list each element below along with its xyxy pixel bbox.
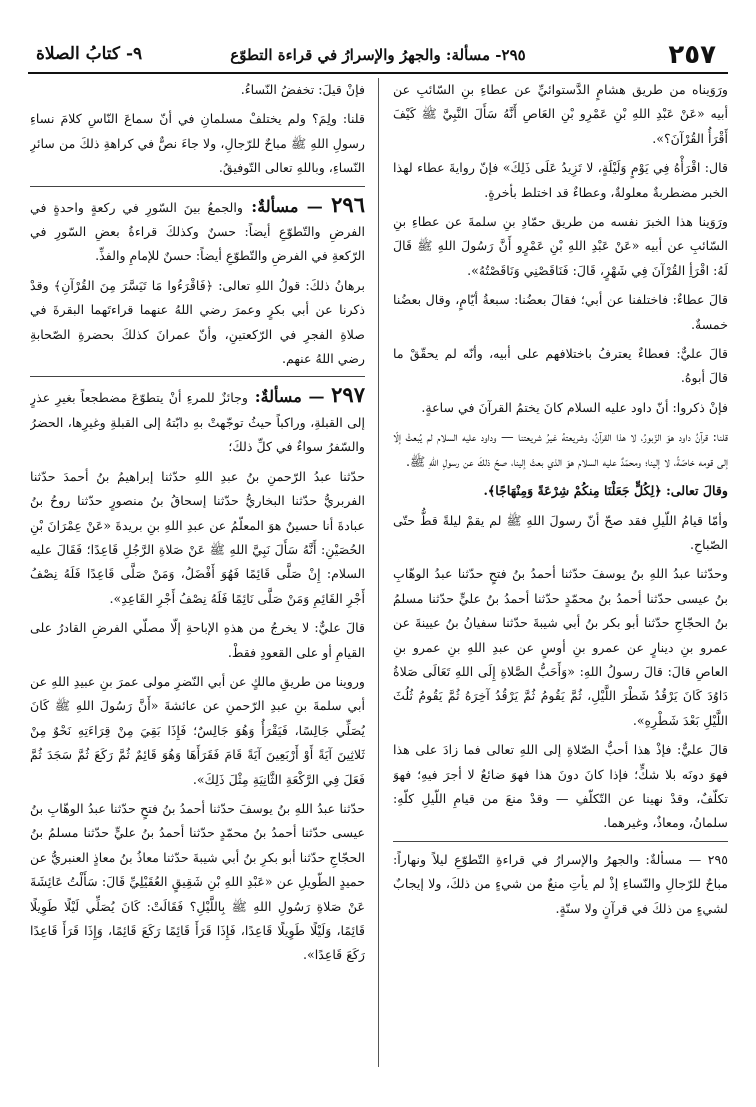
masala-label: — مسألةٌ: — [242, 196, 332, 216]
masala-body: وجائزٌ للمرءِ أنْ يتطوّعَ مضطجعاً بغيرِ عذرٍ إلى القبلةِ، وراكباً حيثُ توجّهتْ بهِ دابّتهُ إلى القبلةِ وغيرِها، الحضرُ والسّفرُ سواءٌ في كلِّ ذلكَ؛ — [30, 390, 365, 455]
masala-heading — [242, 191, 365, 217]
section-rule — [30, 186, 365, 187]
hadith-paragraph: حدّثنا عبدُ الرّحمنِ بنُ عبدِ اللهِ حدّثنا إبراهيمُ بنُ أحمدَ حدّثنا الفربريُّ حدّثنا البخاريُّ حدّثنا إسحاقُ بنُ منصورٍ حدّثنا روحُ بنُ عبادةَ أنا حسينٌ هوَ المعلّمُ عن عبدِ اللهِ بنِ بريدةَ «عَنْ عِمْرَانَ بْنِ الحُصَيْنِ: أَنَّهُ سَأَلَ نَبِيَّ اللهِ ﷺ عَنْ صَلاةِ الرَّجُلِ قَاعِدًا؛ فَقَالَ عليه السلام: إِنْ صَلَّى قَائِمًا فَهُوَ أَفْضَلُ، وَمَنْ صَلَّى قَاعِدًا فَلَهُ نِصْفُ أَجْرِ القَائِمِ وَمَنْ صَلَّى نَائِمًا فَلَهُ نِصْفُ أَجْرِ القَاعِدِ». — [30, 468, 365, 606]
masala-296 — [30, 193, 365, 269]
paragraph: برهانُ ذلكَ: قولُ اللهِ تعالى: ﴿فَاقْرَءُوا مَا تَيَسَّرَ مِنَ القُرْآنِ﴾ وقدْ ذكرنا عن أبي بكرٍ وعمرَ رضي اللهُ عنهما قراءتَهما البقرةَ في صلاةِ الفجرِ في الرّكعتينِ، وأنّ عمرانَ كذلكَ بحضرةِ الصّحابةِ رضي اللهُ عنهم. — [30, 277, 365, 367]
paragraph: وأمّا قيامُ اللّيلِ فقد صحّ أنّ رسولَ اللهِ ﷺ لم يقمْ ليلةً قطُّ حتّى الصّباحِ. — [393, 512, 728, 552]
masala-297 — [30, 383, 365, 459]
column-divider — [378, 78, 379, 1067]
paragraph: قالَ عليٌّ: لا يخرجُ من هذهِ الإباحةِ إلّا مصلّي الفرضِ القادرُ على القيامِ أو على القعودِ فقطْ. — [30, 620, 365, 660]
masala-heading — [248, 382, 365, 408]
page-number: ٢٥٧ — [668, 40, 716, 70]
right-column — [393, 78, 728, 1077]
paragraph: فإنْ قيلَ: تخفضُ النّساءُ. — [240, 82, 365, 97]
page-header — [28, 38, 728, 74]
section-rule — [393, 841, 728, 842]
paragraph: فإنْ ذكروا: أنّ داود عليه السلام كانَ يختمُ القرآنَ في ساعةٍ. — [421, 399, 728, 415]
quran-quote: وقالَ تعالى: ﴿لِكُلٍّ جَعَلْنَا مِنكُمْ شِرْعَةً وَمِنْهَاجًا﴾. — [483, 483, 728, 499]
hadith-paragraph: حدّثنا عبدُ اللهِ بنُ يوسفَ حدّثنا أحمدُ بنُ فتحٍ حدّثنا عبدُ الوهّابِ بنُ عيسى حدّثنا أحمدُ بنُ محمّدٍ حدّثنا أحمدُ بنُ عليٍّ حدّثنا مسلمُ بنُ الحجّاجِ حدّثنا أبو بكرِ بنُ أبي شيبةَ حدّثنا معاذُ بنُ معاذٍ العنبريُّ عن حميدٍ الطّويلِ عن «عَبْدِ اللهِ بْنِ شَقِيقٍ العُقَيْلِيِّ قَالَ: سَأَلْتُ عَائِشَةَ عَنْ صَلاةِ رَسُولِ اللهِ ﷺ بِاللَّيْلِ؟ فَقَالَتْ: كَانَ يُصَلِّي لَيْلًا طَوِيلًا قَائِمًا، وَلَيْلًا طَوِيلًا قَاعِدًا، فَإِذَا قَرَأَ قَائِمًا رَكَعَ قَائِمًا، وَإِذَا قَرَأَ قَاعِدًا رَكَعَ قَاعِدًا». — [30, 800, 365, 963]
book-title: ٩- كتابُ الصلاة — [36, 44, 143, 64]
running-title: ٢٩٥- مسألة: والجهرُ والإسرارُ في قراءة التطوّع — [230, 46, 526, 64]
left-column — [30, 78, 365, 1077]
masala-body: والجمعُ بينَ السّورِ في ركعةٍ واحدةٍ في الفرضِ والتّطوّعِ أيضاً: حسنٌ وكذلكَ قراءةُ بعضِ السّورِ في الرّكعةِ في الفرضِ والتّطوّعِ أيضاً: حسنٌ للإمامِ والفذِّ. — [30, 199, 365, 264]
paragraph: قالَ عليٌّ: فعطاءٌ يعترفُ باختلافهم على أبيه، وأنّه لم يحقّقْ ما قالَ أبوهُ. — [393, 346, 728, 386]
paragraph: قلنا: قرآنُ داود هوَ الزّبورُ، لا هذا القرآنُ، وشريعتهُ غيرُ شريعتنا — وداود عليه السلام لم يُبعثْ إلّا إلى قومه خاصّةً، لا إلينا؛ ومحمّدٌ عليه السلام هوَ الذي بعثَ إلينا، صحّ ذلكَ عن رسولِ اللهِ ﷺ. — [393, 429, 728, 469]
masala-number: ٢٩٦ — [331, 191, 365, 217]
paragraph: ورَوَينا هذا الخبرَ نفسه من طريق حمّادِ بنِ سلمةَ عن عطاءِ بنِ السّائبِ عن أبيه «عَنْ عَبْدِ اللهِ بْنِ عَمْرٍو أَنَّ رَسُولَ اللهِ ﷺ قَالَ لَهُ: اقْرَأِ القُرْآنَ فِي شَهْرٍ، قَالَ: فَنَاقَصْنِي وَنَاقَصْتُهُ». — [393, 214, 728, 278]
masala-295: ٢٩٥ — مسألةٌ: والجهرُ والإسرارُ في قراءةِ التّطوّعِ ليلاً ونهاراً: مباحٌ للرّجالِ والنّساءِ إذْ لم يأتِ منعٌ من شيءٍ من ذلكَ، ولا إيجابٌ لشيءٍ من ذلكَ في قرآنٍ ولا سنّةٍ. — [393, 851, 728, 916]
paragraph: ورَوَيناه من طريق هشامٍ الدَّستوائيِّ عن عطاءِ بنِ السّائبِ عن أبيه «عَنْ عَبْدِ اللهِ بْنِ عَمْرِو بْنِ العَاصِ أَنَّهُ سَأَلَ النَّبِيَّ ﷺ كَيْفَ أَقْرَأُ القُرْآنَ؟». — [393, 82, 728, 146]
paragraph: قالَ عليٌّ: فإذْ هذا أحبُّ الصّلاةِ إلى اللهِ تعالى فما زادَ على هذا فهوَ دونَه بلا شكٍّ؛ فإذا كانَ دونَ هذا فهوَ ضائعٌ لا أجرَ فيهِ؛ فهوَ تكلّفٌ، وقدْ نهينا عن التّكلّفِ — وقدْ منعَ من قيامِ اللّيلِ كلّهِ: سلمانُ، ومعاذٌ، وغيرهما. — [393, 742, 728, 831]
hadith-paragraph: وحدّثنا عبدُ اللهِ بنُ يوسفَ حدّثنا أحمدُ بنُ فتحٍ حدّثنا عبدُ الوهّابِ بنُ عيسى حدّثنا أحمدُ بنُ محمّدٍ حدّثنا أحمدُ بنُ عليٍّ حدّثنا مسلمُ بنُ الحجّاجِ حدّثنا أبو بكر بنُ أبي شيبةَ حدّثنا سفيانُ بنُ عيينةَ عن عمرو بنِ دينارٍ عن عمرو بنِ أوسٍ عن عبدِ اللهِ بنِ عمرو بنِ العاصِ قالَ: قالَ رسولُ اللهِ: «وَأَحَبُّ الصَّلاةِ إِلَى اللهِ تَعَالَى صَلاةُ دَاوُدَ كَانَ يَرْقُدُ شَطْرَ اللَّيْلِ، ثُمَّ يَقُومُ ثُمَّ يَرْقُدُ آخِرَهُ ثُمَّ يَقُومُ ثُلُثَ اللَّيْلِ بَعْدَ شَطْرِهِ». — [393, 566, 728, 728]
hadith-paragraph: وروينا من طريقِ مالكٍ عن أبي النّضرِ مولى عمرَ بنِ عبيدِ اللهِ عن أبي سلمةَ بنِ عبدِ الرّحمنِ عن عائشةَ «أَنَّ رَسُولَ اللهِ ﷺ كَانَ يُصَلِّي جَالِسًا، فَيَقْرَأُ وَهُوَ جَالِسٌ؛ فَإِذَا بَقِيَ مِنْ قِرَاءَتِهِ نَحْوٌ مِنْ ثَلاثِينَ آيَةً أَوْ أَرْبَعِينَ آيَةً قَامَ فَقَرَأَهَا وَهُوَ قَائِمٌ ثُمَّ رَكَعَ ثُمَّ سَجَدَ ثُمَّ فَعَلَ فِي الرَّكْعَةِ الثَّانِيَةِ مِثْلَ ذَلِكَ». — [30, 673, 365, 787]
paragraph: قلنا: ولِمَ؟ ولم يختلفْ مسلمانِ في أنّ سماعَ النّاسِ كلامَ نساءِ رسولِ اللهِ ﷺ مباحٌ للرّجالِ، ولا جاءَ نصٌّ في كراهةِ ذلكَ من سائرِ النّساءِ، وباللهِ تعالى التّوفيقُ. — [30, 111, 365, 176]
paragraph: قال: اقْرَأْهُ فِي يَوْمٍ وَلَيْلَةٍ، لا تَزِيدُ عَلَى ذَلِكَ» فإنّ روايةَ عطاء لهذا الخبر مضطربةٌ معلولةٌ، وعطاءٌ قد اختلط بأخرةٍ. — [393, 160, 728, 200]
section-rule — [30, 376, 365, 377]
masala-label: — مسألةٌ: — [248, 387, 332, 407]
paragraph: قالَ عطاءٌ: فاختلفنا عن أبي؛ فقالَ بعضُنا: سبعةُ أيّامٍ، وقال بعضُنا خمسةٌ. — [393, 292, 728, 332]
masala-number: ٢٩٧ — [331, 382, 365, 408]
